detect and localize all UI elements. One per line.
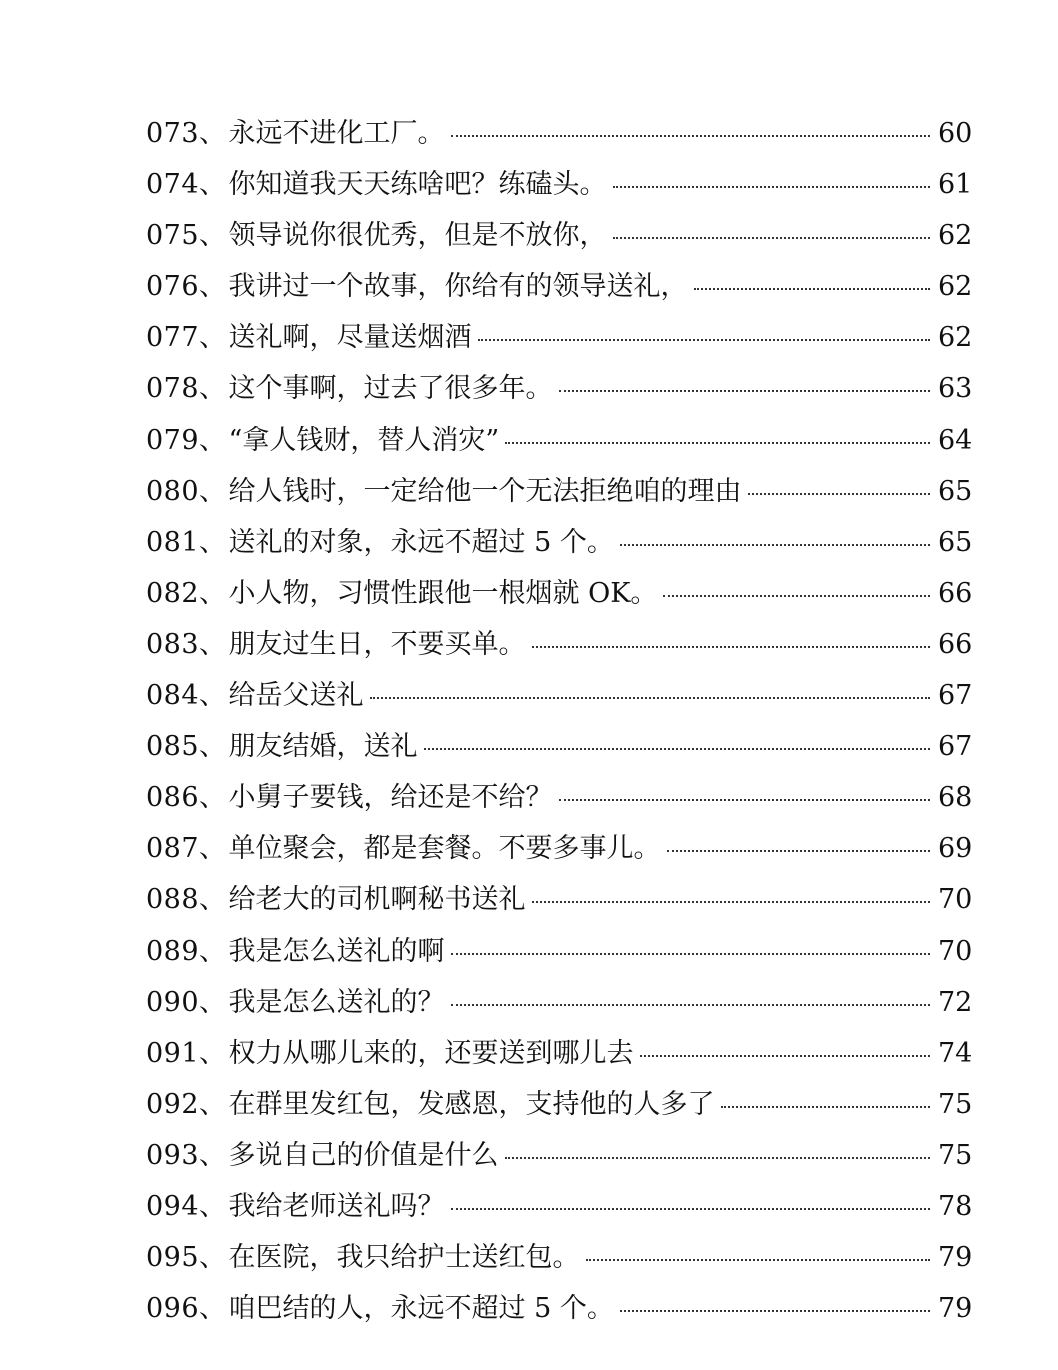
toc-entry[interactable] — [146, 1181, 972, 1232]
toc-entry-number: 084、 — [146, 680, 227, 712]
toc-entry[interactable] — [146, 772, 972, 823]
toc-entry-number: 090、 — [146, 986, 227, 1018]
dot-leader — [559, 390, 930, 392]
dot-leader — [620, 544, 930, 546]
dot-leader — [532, 901, 930, 903]
dot-leader — [748, 493, 930, 495]
toc-entry-title: 单位聚会，都是套餐。不要多事儿。 — [228, 833, 661, 865]
toc-entry-title: 朋友结婚，送礼 — [228, 731, 418, 763]
toc-entry-page: 64 — [938, 424, 973, 456]
toc-entry-page: 68 — [938, 782, 973, 814]
toc-entry[interactable] — [146, 670, 972, 721]
dot-leader — [620, 1310, 930, 1312]
toc-entry[interactable] — [146, 1028, 972, 1079]
toc-entry[interactable] — [146, 363, 972, 414]
dot-leader — [663, 595, 930, 597]
toc-entry-title: 我给老师送礼吗？ — [228, 1190, 445, 1222]
toc-entry-title: 我是怎么送礼的啊 — [228, 935, 445, 967]
toc-entry-page: 70 — [938, 884, 973, 916]
toc-entry-number: 089、 — [146, 935, 227, 967]
toc-entry-page: 78 — [938, 1190, 973, 1222]
toc-entry[interactable] — [146, 823, 972, 874]
toc-entry[interactable] — [146, 1079, 972, 1130]
toc-entry-title: 永远不进化工厂。 — [228, 118, 445, 149]
toc-entry-page: 65 — [938, 475, 973, 507]
toc-entry-title: 给岳父送礼 — [228, 680, 364, 712]
toc-entry[interactable] — [146, 977, 972, 1028]
toc-entry-number: 077、 — [146, 322, 227, 354]
toc-entry-number: 083、 — [146, 628, 227, 660]
toc-entry-number: 085、 — [146, 731, 227, 763]
toc-entry-page: 75 — [938, 1139, 973, 1171]
toc-entry[interactable] — [146, 1283, 972, 1334]
toc-entry-page: 74 — [938, 1037, 973, 1069]
toc-entry[interactable] — [146, 261, 972, 312]
toc-entry-page: 62 — [938, 322, 973, 354]
toc-entry-title: 小人物，习惯性跟他一根烟就 OK。 — [228, 577, 658, 609]
toc-entry-page: 75 — [938, 1088, 973, 1120]
toc-entry-page: 67 — [938, 680, 973, 712]
toc-entry-page: 66 — [938, 628, 973, 660]
dot-leader — [451, 1208, 930, 1210]
toc-entry[interactable] — [146, 619, 972, 670]
dot-leader — [505, 1157, 930, 1159]
toc-entry-number: 076、 — [146, 271, 227, 303]
toc-entry-page: 67 — [938, 731, 973, 763]
toc-entry-page: 72 — [938, 986, 973, 1018]
toc-entry-title: 给人钱时，一定给他一个无法拒绝咱的理由 — [228, 475, 742, 507]
toc-entry[interactable] — [146, 568, 972, 619]
toc-entry-title: 这个事啊，过去了很多年。 — [228, 373, 553, 405]
toc-entry-number: 078、 — [146, 373, 227, 405]
dot-leader — [586, 1259, 930, 1261]
toc-entry-number: 082、 — [146, 577, 227, 609]
dot-leader — [505, 442, 930, 444]
table-of-contents — [146, 108, 972, 1334]
dot-leader — [370, 697, 930, 699]
toc-entry-number: 095、 — [146, 1242, 227, 1274]
toc-entry[interactable] — [146, 874, 972, 925]
toc-entry-page: 66 — [938, 577, 973, 609]
toc-entry-number: 080、 — [146, 475, 227, 507]
toc-entry-title: 朋友过生日，不要买单。 — [228, 628, 526, 660]
toc-entry-title: 给老大的司机啊秘书送礼 — [228, 884, 526, 916]
toc-entry-page: 60 — [938, 118, 973, 149]
dot-leader — [640, 1055, 930, 1057]
toc-entry[interactable] — [146, 312, 972, 363]
toc-entry-page: 62 — [938, 220, 973, 252]
toc-entry-title: 小舅子要钱，给还是不给？ — [228, 782, 553, 814]
toc-entry-title: 权力从哪儿来的，还要送到哪儿去 — [228, 1037, 634, 1069]
toc-entry-title: 多说自己的价值是什么 — [228, 1139, 499, 1171]
toc-entry-number: 087、 — [146, 833, 227, 865]
toc-entry[interactable] — [146, 108, 972, 159]
dot-leader — [667, 850, 930, 852]
dot-leader — [694, 288, 930, 290]
toc-entry[interactable] — [146, 721, 972, 772]
toc-entry-number: 091、 — [146, 1037, 227, 1069]
toc-entry-title: 领导说你很优秀，但是不放你， — [228, 220, 607, 252]
dot-leader — [451, 953, 930, 955]
dot-leader — [721, 1106, 930, 1108]
dot-leader — [613, 237, 930, 239]
toc-entry-page: 79 — [938, 1242, 973, 1274]
toc-entry-number: 096、 — [146, 1293, 227, 1325]
toc-entry[interactable] — [146, 159, 972, 210]
toc-entry-number: 074、 — [146, 169, 227, 201]
dot-leader — [559, 799, 930, 801]
dot-leader — [532, 646, 930, 648]
dot-leader — [424, 748, 930, 750]
toc-entry-title: 我是怎么送礼的？ — [228, 986, 445, 1018]
toc-entry-title: “拿人钱财，替人消灾” — [228, 424, 500, 456]
toc-entry[interactable] — [146, 1130, 972, 1181]
toc-entry-number: 086、 — [146, 782, 227, 814]
toc-entry-number: 079、 — [146, 424, 227, 456]
toc-entry-title: 在群里发红包，发感恩，支持他的人多了 — [228, 1088, 715, 1120]
toc-entry-number: 094、 — [146, 1190, 227, 1222]
toc-entry-page: 63 — [938, 373, 973, 405]
toc-entry-title: 在医院，我只给护士送红包。 — [228, 1242, 580, 1274]
toc-entry-number: 081、 — [146, 526, 227, 558]
dot-leader — [613, 186, 930, 188]
toc-entry-page: 62 — [938, 271, 973, 303]
toc-entry[interactable] — [146, 466, 972, 517]
toc-entry-page: 61 — [938, 169, 973, 201]
toc-entry-number: 075、 — [146, 220, 227, 252]
dot-leader — [451, 1004, 930, 1006]
toc-entry-title: 我讲过一个故事，你给有的领导送礼， — [228, 271, 688, 303]
toc-entry-title: 送礼的对象，永远不超过 5 个。 — [228, 526, 614, 558]
toc-entry[interactable] — [146, 1232, 972, 1283]
toc-entry[interactable] — [146, 926, 972, 977]
toc-entry[interactable] — [146, 517, 972, 568]
toc-entry-title: 咱巴结的人，永远不超过 5 个。 — [228, 1293, 614, 1325]
toc-entry[interactable] — [146, 415, 972, 466]
toc-entry[interactable] — [146, 210, 972, 261]
dot-leader — [451, 135, 930, 137]
toc-entry-title: 你知道我天天练啥吧？练磕头。 — [228, 169, 607, 201]
toc-entry-page: 70 — [938, 935, 973, 967]
toc-entry-page: 79 — [938, 1293, 973, 1325]
toc-entry-number: 093、 — [146, 1139, 227, 1171]
toc-entry-title: 送礼啊，尽量送烟酒 — [228, 322, 472, 354]
toc-entry-number: 088、 — [146, 884, 227, 916]
toc-entry-number: 073、 — [146, 118, 227, 149]
toc-entry-page: 69 — [938, 833, 973, 865]
toc-entry-number: 092、 — [146, 1088, 227, 1120]
dot-leader — [478, 339, 930, 341]
toc-entry-page: 65 — [938, 526, 973, 558]
